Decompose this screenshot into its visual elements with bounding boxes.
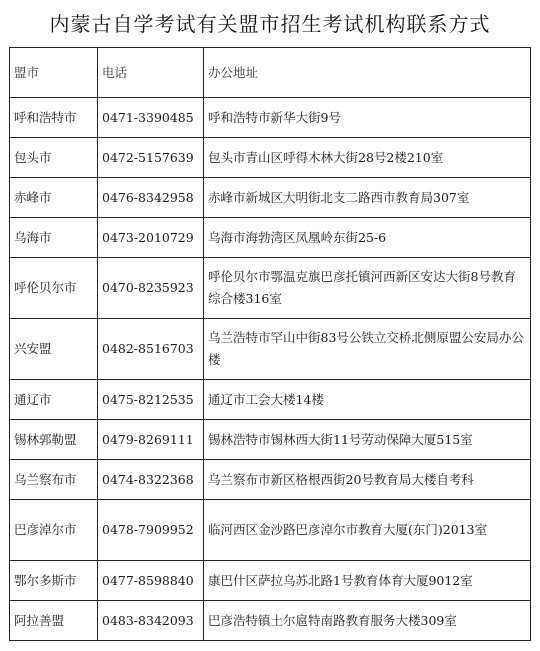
address-cell: 包头市青山区呼得木林大街28号2楼210室: [204, 138, 531, 178]
address-cell: 巴彦浩特镇土尔扈特南路教育服务大楼309室: [204, 601, 531, 641]
table-row: [10, 98, 531, 138]
table-header-row: [10, 48, 531, 98]
address-cell: 乌兰察布市新区格根西街20号教育局大楼自考科: [204, 460, 531, 500]
table-row: [10, 218, 531, 258]
table-row: [10, 420, 531, 460]
city-cell: 呼伦贝尔市: [10, 258, 98, 319]
city-cell: 呼和浩特市: [10, 98, 98, 138]
table-row: [10, 258, 531, 319]
page-title: 内蒙古自学考试有关盟市招生考试机构联系方式: [49, 12, 491, 36]
phone-cell: 0483-8342093: [98, 601, 204, 641]
city-cell: 乌海市: [10, 218, 98, 258]
address-cell: 乌海市海勃湾区凤凰岭东街25-6: [204, 218, 531, 258]
phone-cell: 0478-7909952: [98, 500, 204, 561]
phone-cell: 0477-8598840: [98, 561, 204, 601]
phone-cell: 0482-8516703: [98, 319, 204, 380]
address-cell: 呼伦贝尔市鄂温克旗巴彦托镇河西新区安达大街8号教育综合楼316室: [204, 258, 531, 319]
address-cell: 呼和浩特市新华大街9号: [204, 98, 531, 138]
contacts-table: [9, 47, 531, 641]
phone-cell: 0475-8212535: [98, 380, 204, 420]
phone-cell: 0470-8235923: [98, 258, 204, 319]
phone-cell: 0474-8322368: [98, 460, 204, 500]
phone-cell: 0479-8269111: [98, 420, 204, 460]
city-cell: 阿拉善盟: [10, 601, 98, 641]
phone-cell: 0476-8342958: [98, 178, 204, 218]
address-cell: 临河西区金沙路巴彦淖尔市教育大厦(东门)2013室: [204, 500, 531, 561]
table-row: [10, 460, 531, 500]
city-cell: 赤峰市: [10, 178, 98, 218]
address-cell: 康巴什区萨拉乌苏北路1号教育体育大厦9012室: [204, 561, 531, 601]
header-phone: 电话: [98, 48, 204, 98]
city-cell: 鄂尔多斯市: [10, 561, 98, 601]
address-cell: 锡林浩特市锡林西大街11号劳动保障大厦515室: [204, 420, 531, 460]
table-row: [10, 178, 531, 218]
address-cell: 赤峰市新城区大明街北支二路西市教育局307室: [204, 178, 531, 218]
phone-cell: 0473-2010729: [98, 218, 204, 258]
header-address: 办公地址: [204, 48, 531, 98]
city-cell: 兴安盟: [10, 319, 98, 380]
city-cell: 乌兰察布市: [10, 460, 98, 500]
address-cell: 通辽市工会大楼14楼: [204, 380, 531, 420]
city-cell: 锡林郭勒盟: [10, 420, 98, 460]
table-row: [10, 561, 531, 601]
city-cell: 包头市: [10, 138, 98, 178]
city-cell: 巴彦淖尔市: [10, 500, 98, 561]
phone-cell: 0471-3390485: [98, 98, 204, 138]
phone-cell: 0472-5157639: [98, 138, 204, 178]
table-row: [10, 380, 531, 420]
table-row: [10, 601, 531, 641]
table-row: [10, 500, 531, 561]
table-row: [10, 319, 531, 380]
city-cell: 通辽市: [10, 380, 98, 420]
header-city: 盟市: [10, 48, 98, 98]
table-row: [10, 138, 531, 178]
address-cell: 乌兰浩特市罕山中街83号公铁立交桥北侧原盟公安局办公楼: [204, 319, 531, 380]
